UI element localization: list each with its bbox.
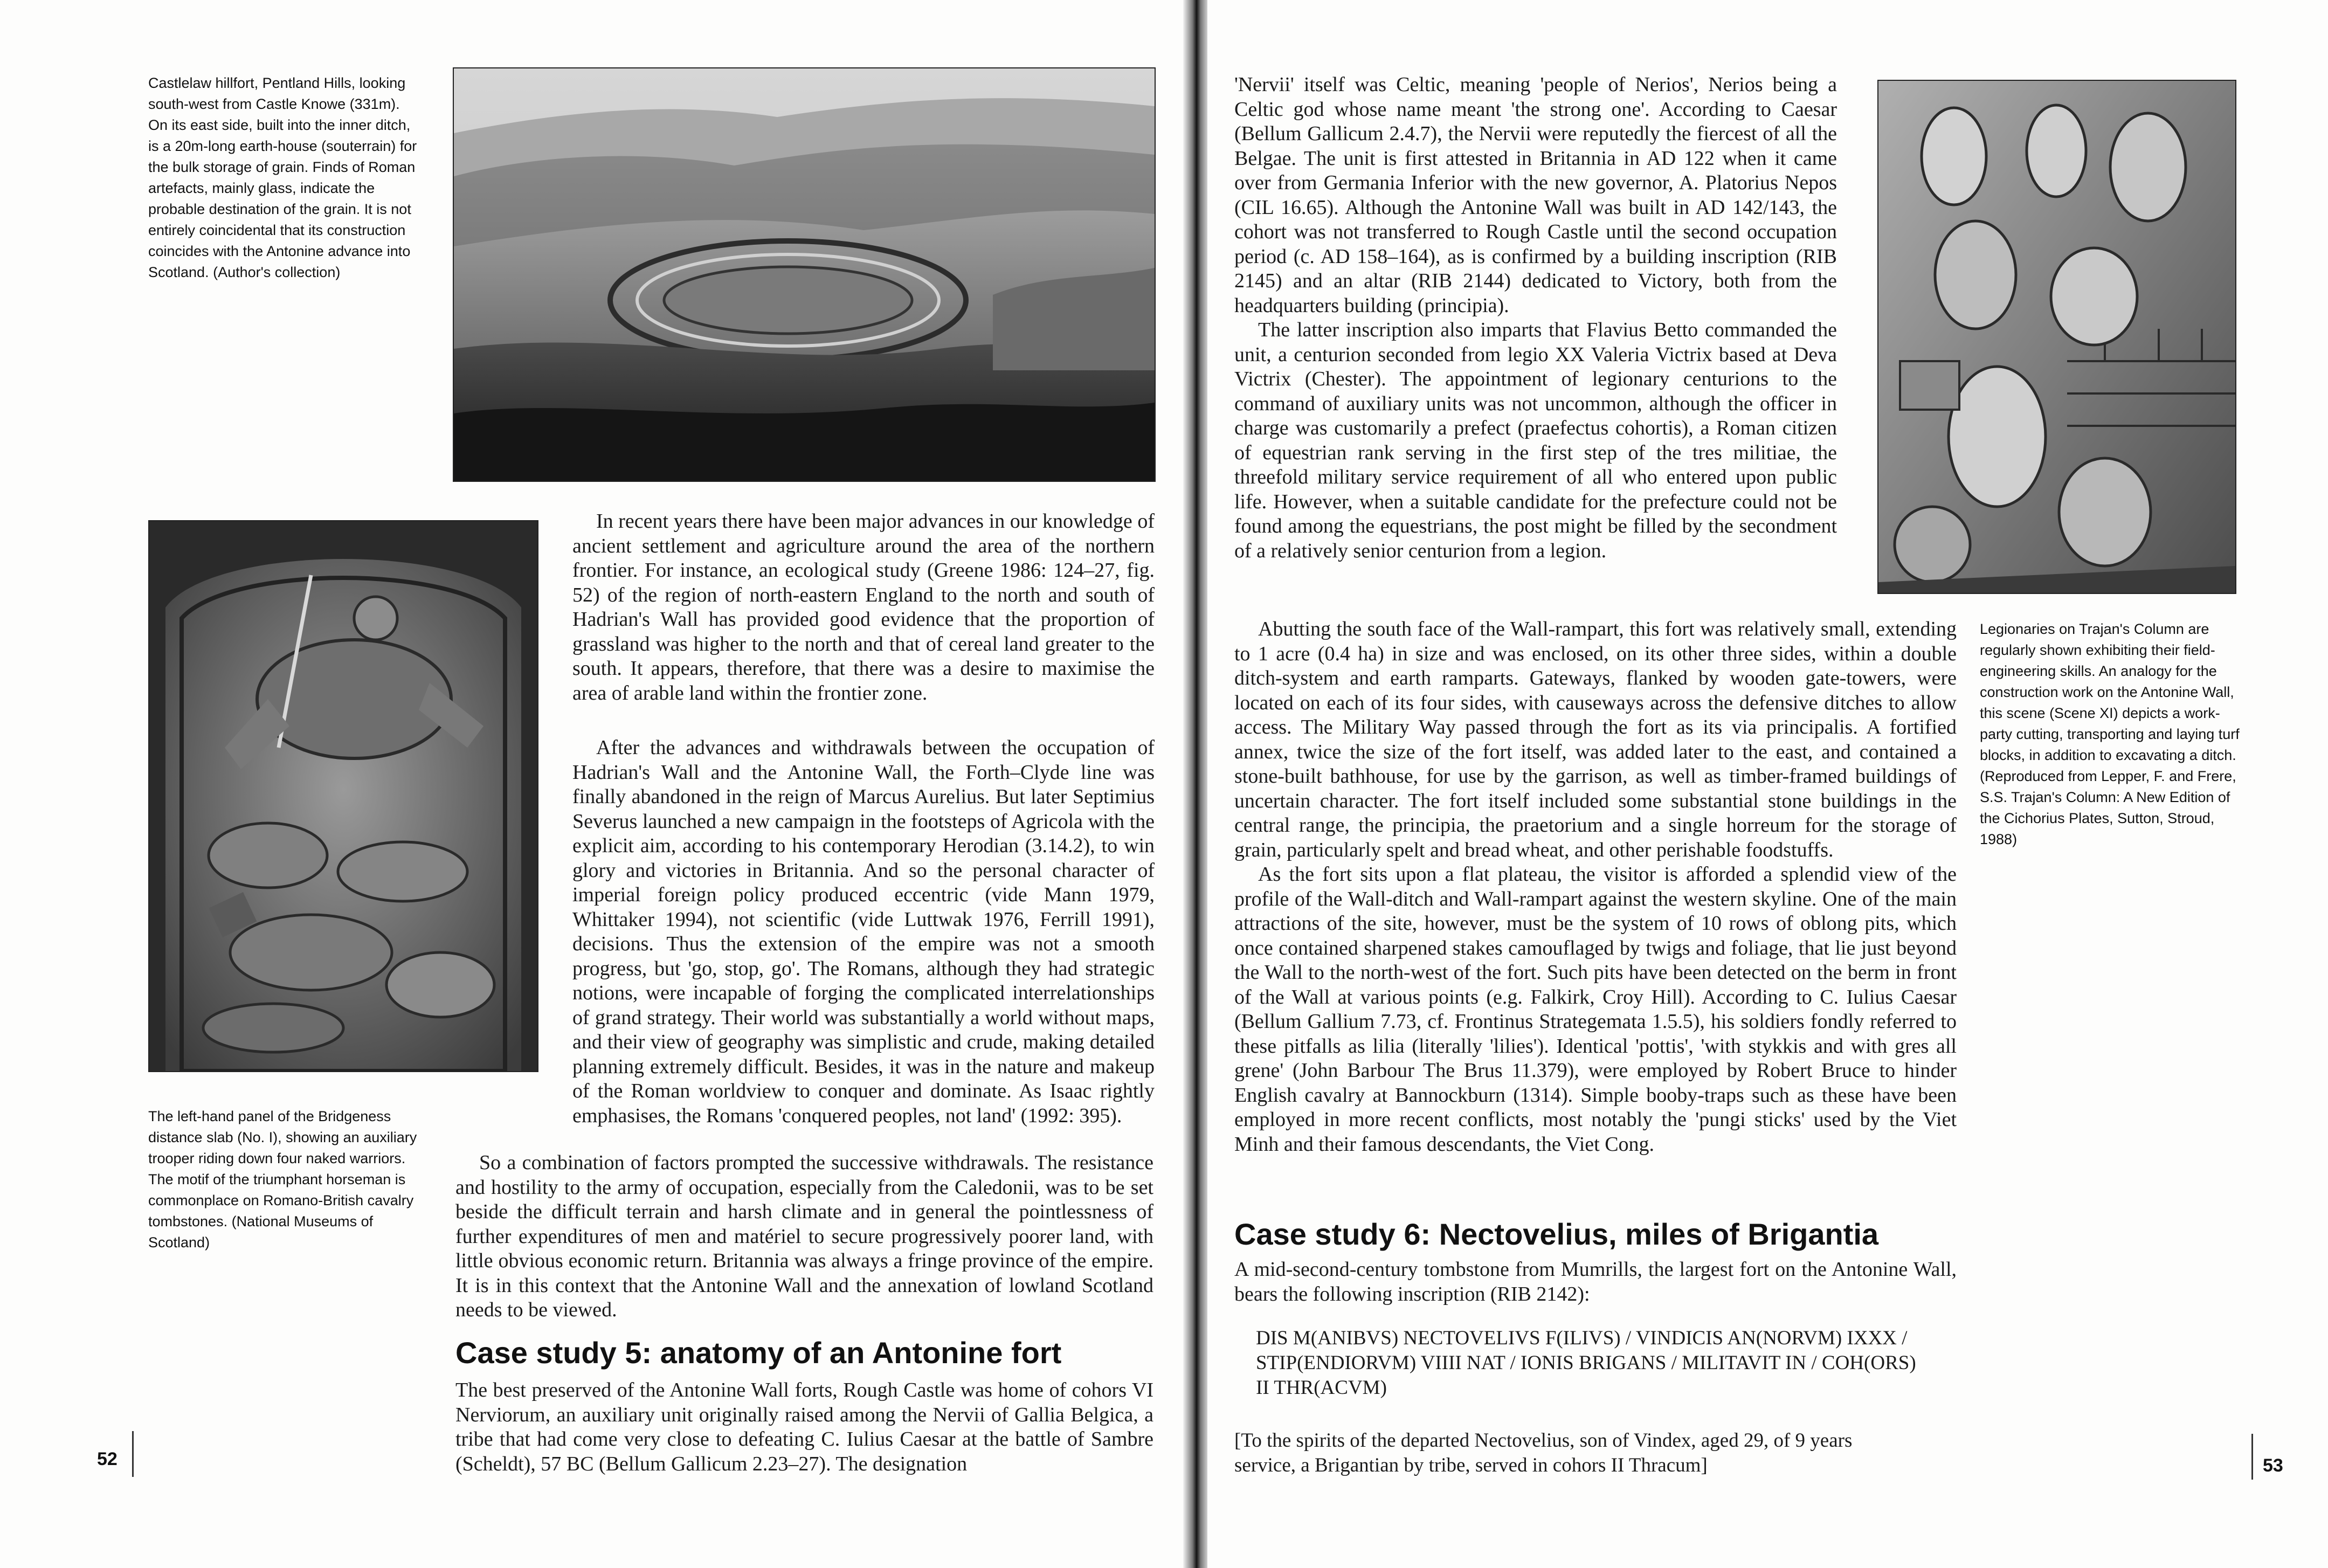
left-body-lower [572, 736, 1155, 1128]
photo-trajans-column [1877, 80, 2236, 594]
left-body-case5 [455, 1378, 1153, 1476]
distance-slab-image [149, 521, 537, 1071]
paragraph-combination: So a combination of factors prompted the successive withdrawals. The resistance and hostility to the army of occupation, especially from the Caledonii, was to be set beside the difficult terrain and harsh climate and in general the pointlessness of further expenditures of men and matériel to secure progressively poorer land, with little obvious economic return. Britannia was always a fringe province of the empire. It is in this context that the Antonine Wall and the annexation of lowland Scotland needs to be viewed. [455, 1151, 1153, 1321]
paragraph-settlement: In recent years there have been major advances in our knowledge of ancient settlement and agriculture around the area of the northern frontier. For instance, an ecological study (Greene 1986: 124–27, fig. 52) of the region of north-eastern England to the north and south of Hadrian's Wall has provided good evidence that the proportion of grassland was higher to the north and that of cereal land greater to the south. It appears, therefore, that there was a desire to maximise the area of arable land within the frontier zone. [572, 510, 1155, 704]
caption-distance-slab [148, 1106, 420, 1253]
right-body-main [1234, 617, 1957, 1157]
folio-rule-left [132, 1431, 134, 1477]
inscription-latin [1256, 1326, 1924, 1400]
folio-52: 52 [97, 1449, 118, 1469]
left-body-final [455, 1151, 1153, 1323]
paragraph-betto: The latter inscription also imparts that Flavius Betto commanded the unit, a centurion seconded from legio XX Valeria Victrix based at Deva Victrix (Chester). The appointment of legionary centurions to the command of auxiliary units was not uncommon, although the officer in charge was customarily a prefect (praefectus cohortis), a Roman citizen of equestrian rank serving in the first step of the tres militiae, the threefold military service requirement of all who entered upon public life. However, when a suitable candidate for the prefecture could not be found among the equestrians, the post might be filled by the secondment of a relatively senior centurion from a legion. [1234, 319, 1837, 562]
folio-rule-right [2251, 1434, 2253, 1480]
caption-trajans-column-text: Legionaries on Trajan's Column are regularly shown exhibiting their field-engineering skills. An analogy for the construction work on the Antonine Wall, this scene (Scene XI) depicts a work-party cutting, transporting and laying turf blocks, in addition to excavating a ditch. (Reproduced from Lepper, F. and Frere, S.S. Trajan's Column: A New Edition of the Cichorius Plates, Sutton, Stroud, 1988) [1980, 621, 2240, 847]
photo-bridgeness-distance-slab [148, 520, 538, 1072]
caption-distance-slab-text: The left-hand panel of the Bridgeness distance slab (No. I), showing an auxiliary trooper riding down four naked warriors. The motif of the triumphant horseman is commonplace on Romano-British cavalry tombstones. (National Museums of Scotland) [148, 1108, 417, 1251]
paragraph-plateau: As the fort sits upon a flat plateau, the visitor is afforded a splendid view of the profile of the Wall-ditch and Wall-rampart against the western skyline. One of the main attractions of the site, however, must be the system of 10 rows of oblong pits, which once contained sharpened stakes camouflaged by twigs and foliage, that lie just beyond the Wall to the north-west of the fort. Such pits have been detected on the berm in front of the Wall at various points (e.g. Falkirk, Croy Hill). According to C. Iulius Caesar (Bellum Gallium 7.73, cf. Frontinus Strategemata 1.5.5), his soldiers fondly referred to these pitfalls as lilia (literally 'lilies'). Identical 'pottis', 'with stykkis and with gres all grene' (John Barbour The Brus 11.379), were employed by Robert Bruce to hinder English cavalry at Bannockburn (1314). Simple booby-traps such as these have been employed in more recent conflicts, most notably the 'pungi sticks' used by the Viet Minh and their famous descendants, the Viet Cong. [1234, 863, 1957, 1156]
paragraph-tombstone: A mid-second-century tombstone from Mumrills, the largest fort on the Antonine Wall, bears the following inscription (RIB 2142): [1234, 1258, 1957, 1305]
paragraph-abutting: Abutting the south face of the Wall-rampart, this fort was relatively small, extending to 1 acre (0.4 ha) in size and was enclosed, on its other three sides, within a double ditch-system and earth ramparts. Gateways, flanked by wooden gate-towers, were located on each of its four sides, with causeways across the defensive ditches to allow access. The Military Way passed through the fort as its via principalis. A fortified annex, twice the size of the fort itself, was added later to the east, and contained a stone-built bathhouse, for use by the garrison, as well as timber-framed buildings of uncertain character. The fort itself included some substantial stone buildings in the central range, the principia, the praetorium and a single horreum for the storage of grain, particularly spelt and bread wheat, and other perishable foodstuffs. [1234, 618, 1957, 861]
caption-hillfort [148, 73, 420, 283]
paragraph-rough-castle: The best preserved of the Antonine Wall forts, Rough Castle was home of cohors VI Nerviorum, an auxiliary unit originally raised among the Nervii of Gallia Belgica, a tribe that had come very close to defeating C. Iulius Caesar at the battle of Sambre (Scheldt), 57 BC (Bellum Gallicum 2.23–27). The designation [455, 1379, 1153, 1475]
photo-castlelaw-hillfort [453, 67, 1156, 482]
heading-case-study-6: Case study 6: Nectovelius, miles of Brigantia [1234, 1217, 1879, 1251]
landscape-image [454, 68, 1155, 481]
caption-trajans-column [1980, 619, 2244, 850]
right-body-top [1234, 73, 1837, 563]
inscription-latin-text: DIS M(ANIBVS) NECTOVELIVS F(ILIVS) / VINDICIS AN(NORVM) IXXX / STIP(ENDIORVM) VIIII NAT / IONIS BRIGANS / MILITAVIT IN / COH(ORS) II THR(ACVM) [1256, 1327, 1916, 1399]
right-body-case6 [1234, 1258, 1957, 1307]
paragraph-withdrawals: After the advances and withdrawals between the occupation of Hadrian's Wall and the Antonine Wall, the Forth–Clyde line was finally abandoned in the reign of Marcus Aurelius. But later Septimius Severus launched a new campaign in the footsteps of Agricola with the explicit aim, according to his contemporary Herodian (3.14.2), to win glory and victories in Britannia. And so the personal character of imperial foreign policy produced eccentric (vide Mann 1979, Whittaker 1994), not scientific (vide Luttwak 1976, Ferrill 1991), decisions. Thus the extension of the empire was not a smooth progress, but 'go, stop, go'. The Romans, although they had strategic notions, were incapable of forging the complicated interrelationships of grand strategy. Their world was substantially a world without maps, and their view of geography was simplistic and crude, making detailed planning extremely difficult. Besides, it was in the nature and makeup of the Roman worldview to conquer and dominate. As Isaac rightly emphasises, the Romans 'conquered peoples, not land' (1992: 395). [572, 736, 1155, 1127]
heading-case-study-5: Case study 5: anatomy of an Antonine fort [455, 1336, 1062, 1370]
inscription-translation-text: [To the spirits of the departed Nectovelius, son of Vindex, aged 29, of 9 years service, a Brigantian by tribe, served in cohors II Thracum] [1234, 1429, 1853, 1476]
book-gutter [1183, 0, 1210, 1568]
paragraph-nervii: 'Nervii' itself was Celtic, meaning 'people of Nerios', Nerios being a Celtic god whose name meant 'the strong one'. According to Caesar (Bellum Gallicum 2.4.7), the Nervii were reputedly the fiercest of all the Belgae. The unit is first attested in Britannia in AD 122 when it came over from Germania Inferior with the new governor, A. Platorius Nepos (CIL 16.65). Although the Antonine Wall was built in AD 142/143, the cohort was not transferred to Rough Castle until the second occupation period (c. AD 158–164), as is confirmed by a building inscription (RIB 2145) and an altar (RIB 2144) dedicated to Victory, both from the headquarters building (principia). [1234, 73, 1837, 317]
caption-hillfort-text: Castlelaw hillfort, Pentland Hills, looking south-west from Castle Knowe (331m). On its east side, built into the inner ditch, is a 20m-long earth-house (souterrain) for the bulk storage of grain. Finds of Roman artefacts, mainly glass, indicate the probable destination of the grain. It is not entirely coincidental that its construction coincides with the Antonine advance into Scotland. (Author's collection) [148, 75, 417, 280]
left-body-upper [572, 509, 1155, 706]
trajans-column-image [1878, 81, 2235, 593]
right-page [1207, 0, 2328, 1568]
folio-53: 53 [2263, 1455, 2283, 1476]
inscription-translation [1234, 1428, 1860, 1478]
